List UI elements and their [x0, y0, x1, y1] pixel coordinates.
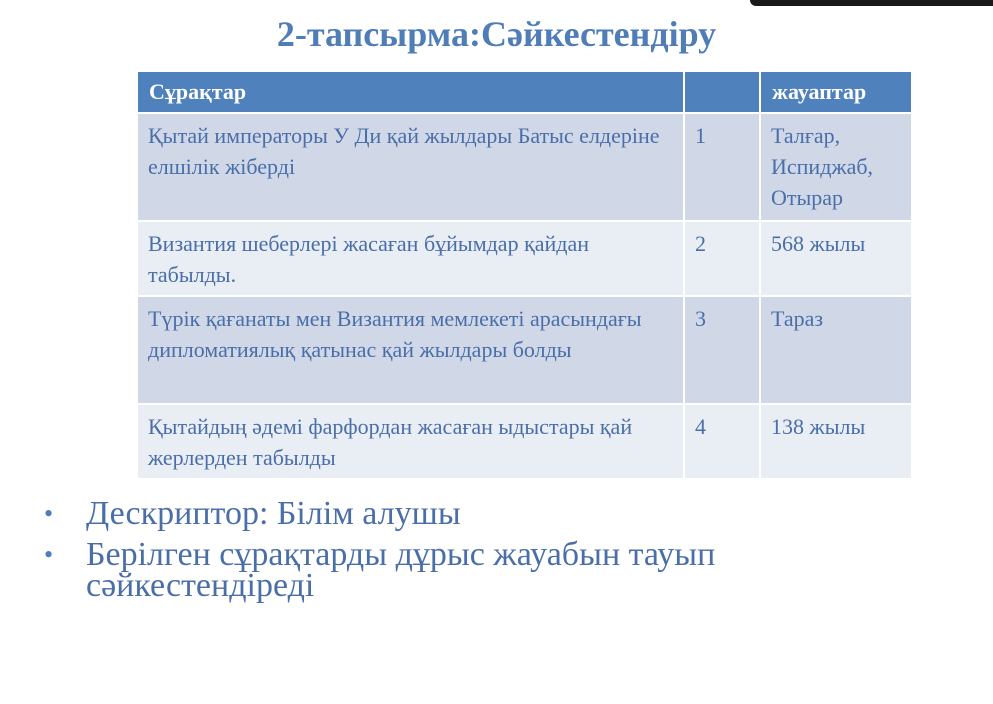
answer-cell: Талғар, Испиджаб, Отырар: [760, 113, 911, 221]
question-cell: Қытайдың әдемі фарфордан жасаған ыдыстары қай жерлерден табылды: [138, 404, 684, 478]
number-cell: 2: [684, 221, 760, 296]
slide-title: 2-тапсырма:Сәйкестендіру: [276, 14, 717, 54]
bullet-dot-icon: •: [44, 540, 54, 569]
top-edge-bar: [750, 0, 993, 6]
question-cell: Қытай императоры У Ди қай жылдары Батыс елдеріне елшілік жіберді: [138, 113, 684, 221]
table-row: [138, 113, 911, 221]
bullet-dot-icon: •: [44, 499, 54, 528]
bullet-list: [40, 495, 940, 611]
table-row: [138, 296, 911, 404]
header-questions: Сұрақтар: [138, 72, 684, 113]
answer-cell: Тараз: [760, 296, 911, 404]
bullet-text: Дескриптор: Білім алушы: [86, 495, 461, 532]
header-answers: жауаптар: [760, 72, 911, 113]
table-row: [138, 404, 911, 478]
table-row: [138, 221, 911, 296]
answer-cell: 568 жылы: [760, 221, 911, 296]
table-header-row: [138, 72, 911, 113]
question-cell: Түрік қағанаты мен Византия мемлекеті арасындағы дипломатиялық қатынас қай жылдары болды: [138, 296, 684, 404]
header-number: [684, 72, 760, 113]
bullet-text: Берілген сұрақтарды дұрыс жауабын тауып сәйкестендіреді: [86, 536, 716, 604]
answer-cell: 138 жылы: [760, 404, 911, 478]
number-cell: 1: [684, 113, 760, 221]
bullet-instruction: [40, 536, 940, 604]
matching-table: [138, 72, 911, 478]
bullet-descriptor: [40, 495, 940, 532]
question-cell: Византия шеберлері жасаған бұйымдар қайдан табылды.: [138, 221, 684, 296]
number-cell: 4: [684, 404, 760, 478]
number-cell: 3: [684, 296, 760, 404]
